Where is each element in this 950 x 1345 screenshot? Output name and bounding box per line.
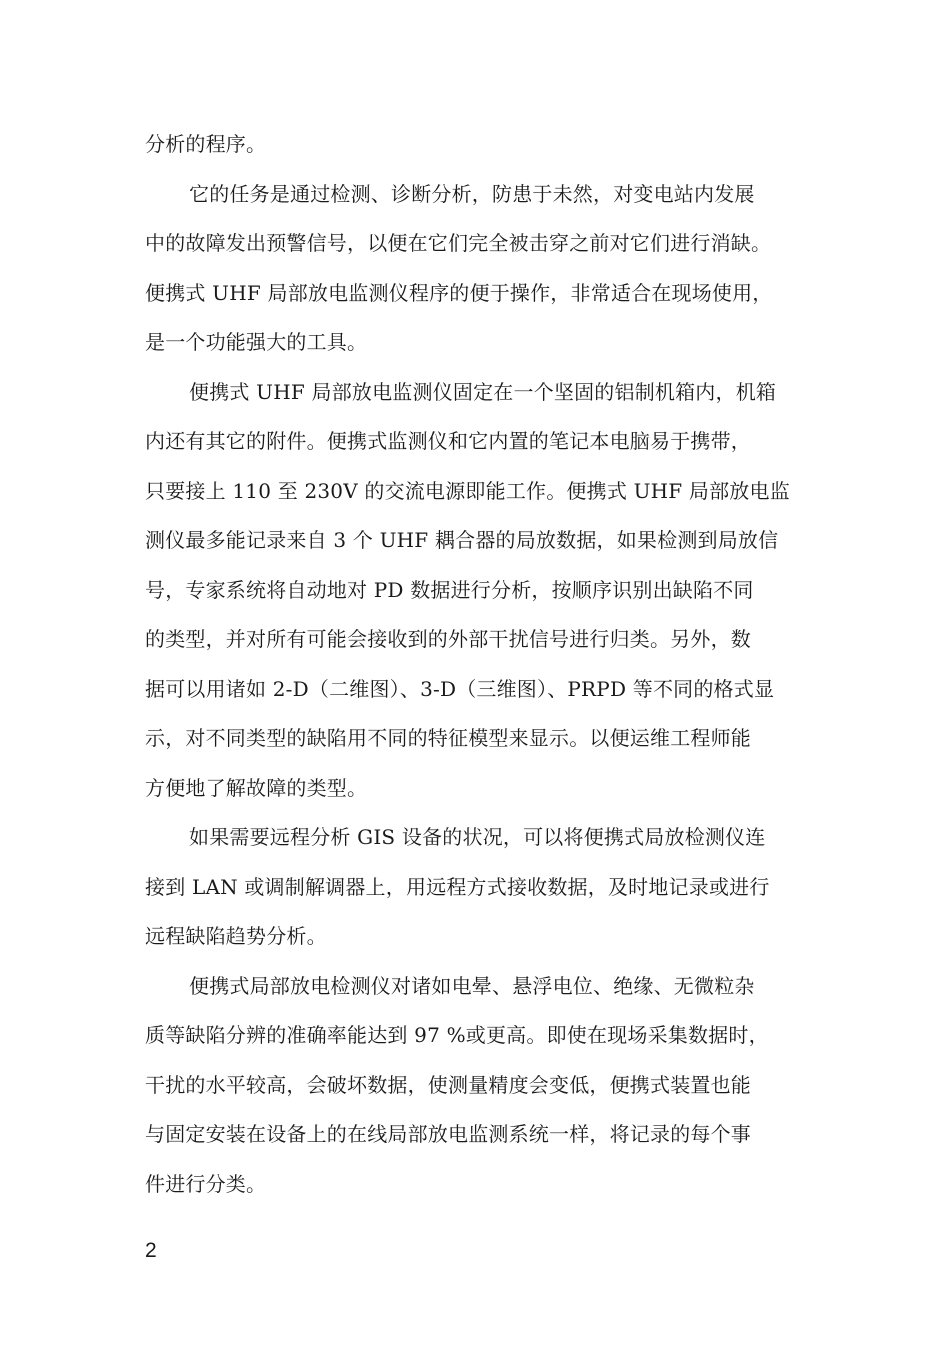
text-line: 示，对不同类型的缺陷用不同的特征模型来显示。以便运维工程师能 [145, 726, 751, 750]
text-line: 据可以用诸如 2-D（二维图）、3-D（三维图）、PRPD 等不同的格式显 [145, 676, 775, 701]
text-line: 分析的程序。 [145, 132, 267, 156]
text-line: 方便地了解故障的类型。 [145, 775, 368, 800]
text-line: 便携式 UHF 局部放电监测仪固定在一个坚固的铝制机箱内，机箱 [189, 379, 777, 404]
text-line: 质等缺陷分辨的准确率能达到 97 %或更高。即使在现场采集数据时， [145, 1023, 769, 1047]
text-line: 它的任务是通过检测、诊断分析，防患于未然，对变电站内发展 [189, 181, 755, 206]
text-line: 便携式局部放电检测仪对诸如电晕、悬浮电位、绝缘、无微粒杂 [189, 973, 755, 998]
text-line: 与固定安装在设备上的在线局部放电监测系统一样，将记录的每个事 [145, 1122, 751, 1146]
text-line: 便携式 UHF 局部放电监测仪程序的便于操作，非常适合在现场使用， [145, 280, 773, 305]
text-line: 的类型，并对所有可能会接收到的外部干扰信号进行归类。另外，数 [145, 627, 751, 651]
body-text [145, 120, 810, 1209]
text-line: 如果需要远程分析 GIS 设备的状况，可以将便携式局放检测仪连 [189, 825, 766, 849]
text-line: 测仪最多能记录来自 3 个 UHF 耦合器的局放数据，如果检测到局放信 [145, 528, 779, 552]
text-line: 件进行分类。 [145, 1171, 267, 1196]
text-line: 内还有其它的附件。便携式监测仪和它内置的笔记本电脑易于携带， [145, 429, 751, 453]
text-line: 干扰的水平较高，会破坏数据，使测量精度会变低，便携式装置也能 [145, 1072, 751, 1097]
text-line: 号，专家系统将自动地对 PD 数据进行分析，按顺序识别出缺陷不同 [145, 577, 754, 602]
page-number: 2 [145, 1239, 157, 1262]
text-line: 是一个功能强大的工具。 [145, 330, 368, 354]
text-line: 远程缺陷趋势分析。 [145, 924, 327, 948]
text-line: 只要接上 110 至 230V 的交流电源即能工作。便携式 UHF 局部放电监 [145, 478, 790, 503]
text-line: 接到 LAN 或调制解调器上，用远程方式接收数据，及时地记录或进行 [145, 874, 770, 899]
text-line: 中的故障发出预警信号，以便在它们完全被击穿之前对它们进行消缺。 [145, 231, 772, 255]
